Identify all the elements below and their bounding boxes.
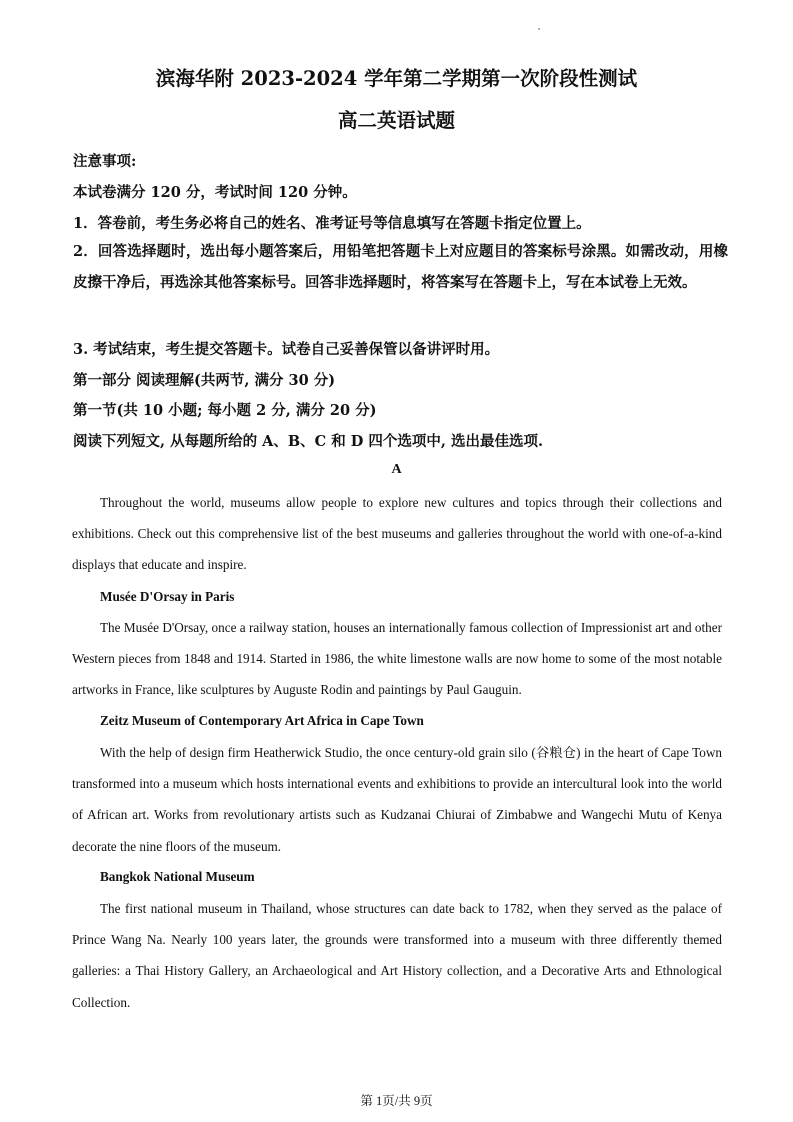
notes-item-1: 1．答卷前，考生务必将自己的姓名、准考证号等信息填写在答题卡指定位置上。 [73, 215, 591, 232]
exam-title: 滨海华附 2023-2024 学年第二学期第一次阶段性测试 [155, 67, 638, 90]
museum-paragraph: The Musée D'Orsay, once a railway station, houses an internationally famous collection of Impressionist art and other Western pieces from 1848 and 1914. Started in 1986, the white limestone walls are now home to some of the most notable artworks in France, like sculptures by Auguste Rodin and paintings by Paul Gauguin. [72, 620, 722, 698]
section-one-heading: 第一节(共 10 小题; 每小题 2 分, 满分 20 分) [73, 402, 377, 419]
page-number: 第 1页/共 9页 [360, 1094, 433, 1108]
museum-paragraph: With the help of design firm Heatherwick Studio, the once century-old grain silo (谷粮仓) in the heart of Cape Town transformed into a museum which hosts international events and exhibitions to provide an intercultural look into the world of African art. Works from revolutionary artists such as Kudzanai Chiurai of Zimbabwe and Wangechi Mutu of Kenya decorate the nine floors of the museum. [72, 745, 722, 854]
part-one-heading: 第一部分 阅读理解(共两节, 满分 30 分) [73, 372, 336, 389]
reading-instruction: 阅读下列短文, 从每题所给的 A、B、C 和 D 四个选项中, 选出最佳选项. [73, 433, 544, 450]
notes-item-2: 2．回答选择题时，选出每小题答案后，用铅笔把答题卡上对应题目的答案标号涂黑。如需改动，用橡皮擦干净后，再选涂其他答案标号。回答非选择题时，将答案写在答题卡上，写在本试卷上无效。 [73, 243, 728, 291]
museum-heading: Bangkok National Museum [100, 869, 255, 884]
scan-dot [538, 28, 540, 30]
exam-subtitle: 高二英语试题 [337, 109, 455, 132]
notes-score-time: 本试卷满分 120 分，考试时间 120 分钟。 [73, 184, 357, 201]
museum-paragraph: The first national museum in Thailand, whose structures can date back to 1782, when they served as the palace of Prince Wang Na. Nearly 100 years later, the grounds were transformed into a museum with three differently themed galleries: a Thai History Gallery, an Archaeological and Art History collection, and a Decorative Arts and Ethnological Collection. [72, 901, 722, 1010]
museum-heading: Musée D'Orsay in Paris [100, 589, 235, 604]
passage-label: A [391, 462, 402, 477]
passage-intro: Throughout the world, museums allow people to explore new cultures and topics through their collections and exhibitions. Check out this comprehensive list of the best museums and galleries throughout the world with one-of-a-kind displays that educate and inspire. [72, 495, 722, 573]
museum-heading: Zeitz Museum of Contemporary Art Africa in Cape Town [100, 713, 424, 728]
notes-heading: 注意事项: [73, 153, 137, 170]
notes-item-3: 3. 考试结束，考生提交答题卡。试卷自己妥善保管以备讲评时用。 [73, 341, 500, 358]
